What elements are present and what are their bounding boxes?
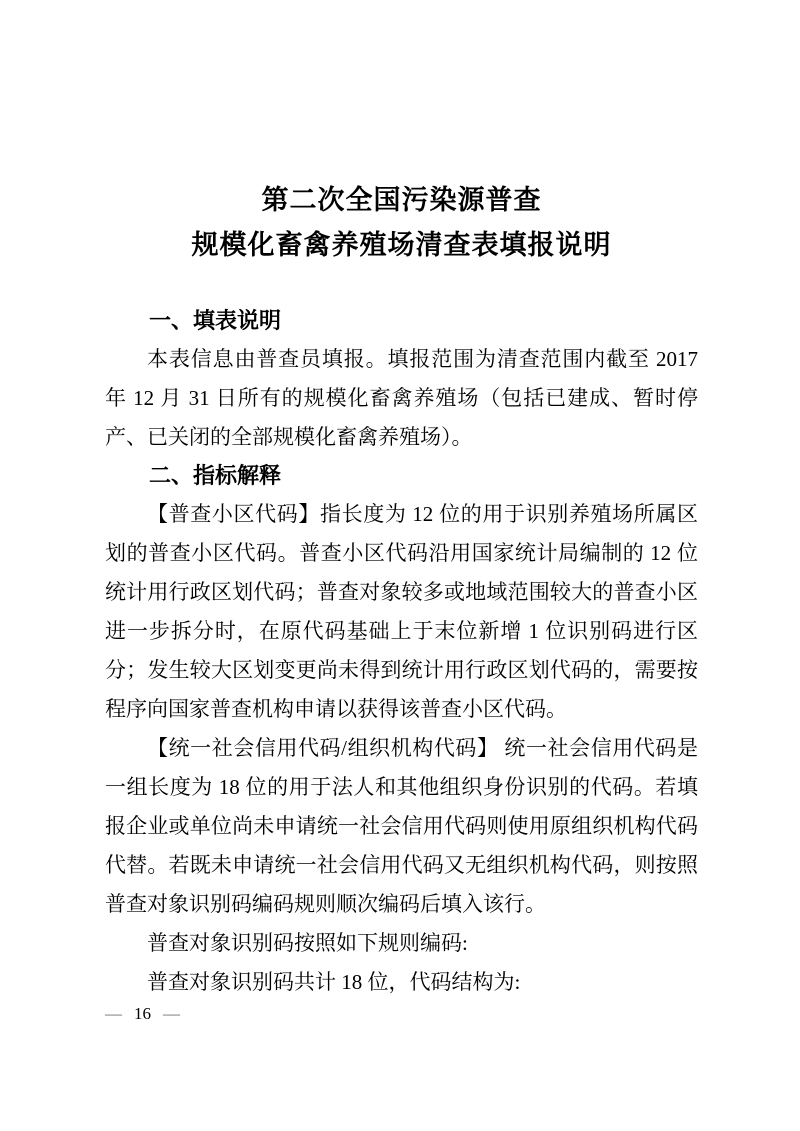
document-content <box>105 178 698 1002</box>
paragraph-id-coding-rule-intro: 普查对象识别码按照如下规则编码: <box>147 931 468 955</box>
paragraph-unified-social-credit-code: 【统一社会信用代码/组织机构代码】 统一社会信用代码是一组长度为 18 位的用于法人和其他组织身份识别的代码。若填报企业或单位尚未申请统一社会信用代码则使用原组织机构代码代替。若既未申请统一社会信用代码又无组织机构代码，则按照普查对象识别码编码规则顺次编码后填入该行。 <box>105 736 698 916</box>
paragraph-census-area-code: 【普查小区代码】指长度为 12 位的用于识别养殖场所属区划的普查小区代码。普查小区代码沿用国家统计局编制的 12 位统计用行政区划代码；普查对象较多或地域范围较大的普查小区进一步拆分时，在原代码基础上于末位新增 1 位识别码进行区分；发生较大区划变更尚未得到统计用行政区划代码的，需要按程序向国家普查机构申请以获得该普查小区代码。 <box>105 502 698 721</box>
page-footer <box>105 1003 180 1025</box>
document-title-line-1: 第二次全国污染源普查 <box>261 185 542 215</box>
footer-dash-right: — <box>163 1004 180 1023</box>
paragraph-fill-scope: 本表信息由普查员填报。填报范围为清查范围内截至 2017 年 12 月 31 日所有的规模化畜禽养殖场（包括已建成、暂时停产、已关闭的全部规模化畜禽养殖场）。 <box>105 347 698 449</box>
footer-dash-left: — <box>105 1004 122 1023</box>
section-heading-fill-instructions: 一、填表说明 <box>149 308 282 333</box>
page-number: 16 <box>134 1004 151 1023</box>
document-title-line-2: 规模化畜禽养殖场清查表填报说明 <box>191 230 612 260</box>
section-heading-indicator-explanation: 二、指标解释 <box>149 463 282 488</box>
paragraph-id-code-structure-intro: 普查对象识别码共计 18 位，代码结构为: <box>147 970 521 994</box>
